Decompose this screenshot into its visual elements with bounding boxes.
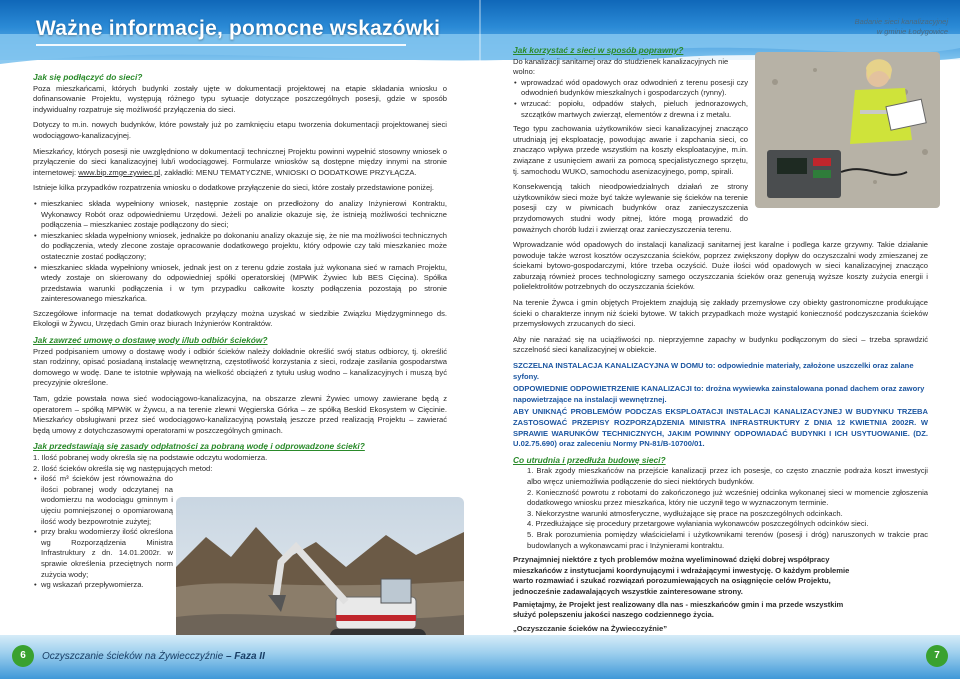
heading-contract: Jak zawrzeć umowę o dostawę wody i/lub odbiór ścieków? xyxy=(33,335,268,346)
heading-payment: Jak przedstawiają się zasady odpłatności za pobraną wodę i odprowadzone ścieki? xyxy=(33,441,365,452)
heading-connect: Jak się podłączyć do sieci? xyxy=(33,72,143,82)
paragraph xyxy=(33,147,447,179)
paragraph: Poza mieszkańcami, których budynki zostały ujęte w dokumentacji projektowej na etapie składania wniosku o dofinansowanie Projektu, występują różnego typu sytuacje dotyczące poszczególnych posesji, gdzie w sposób indywidualny rozpatruje się możliwość przyłączenia do sieci. xyxy=(33,83,447,114)
closing-reminder: Pamiętajmy, że Projekt jest realizowany dla nas - mieszkańców gmin i ma przede wszystkim służyć polepszeniu jakości naszego codziennego życia. xyxy=(513,599,844,620)
inspector-photo xyxy=(755,52,940,208)
list-item: 2. Konieczność powrotu z robotami do zakończonego już wcześniej odcinka wykonanej sieci w momencie zgłoszenia dodatkowego wniosku przez mieszkańca, który nie uczynił tego w wyznaczonym terminie. xyxy=(527,487,928,508)
page-subtitle xyxy=(818,17,948,37)
paragraph: Istnieje kilka przypadków rozpatrzenia wniosku o dodatkowe przyłączenie do sieci, które zostały przedstawione poniżej. xyxy=(33,183,434,193)
sewage-method-list xyxy=(33,474,173,591)
page-number-left: 6 xyxy=(12,645,34,667)
title-underline xyxy=(36,44,406,46)
inspector-illustration xyxy=(755,52,940,208)
bip-link[interactable]: www.bip.zmge.zywiec.pl xyxy=(78,167,161,177)
info-sealed-installation: SZCZELNA INSTALACJA KANALIZACYJNA W DOMU to: odpowiednie materiały, założone uszczelki oraz zalane syfony. xyxy=(513,361,914,381)
footer-title xyxy=(42,651,265,662)
footer-phase: – Faza II xyxy=(223,651,265,662)
paragraph: Na terenie Żywca i gmin objętych Projektem znajdują się zakłady przemysłowe czy obiekty gastronomiczne produkujące ścieki o charakterze innym niż ścieki bytowe. W takich przypadkach może wystąpić konieczność podczyszczania ścieków przemysłowych zrzucanych do sieci. xyxy=(513,298,928,329)
paragraph: Wprowadzanie wód opadowych do instalacji kanalizacji sanitarnej jest karalne i podlega karze grzywny. Takie działanie powoduje także wzrost kosztów oczyszczania ścieków, poprzez zwiększony dopływ do oczyszczalni wody zmieszanej ze ściekami bytowo-gospodarczymi, które trzeba oczyścić. Duże ilości wód opadowych w sieci kanalizacyjnej znacząco zaburzają również proces technologiczny samego oczyszczania ścieków oraz generują wyższe koszty zużycia energii i polielektrolitów potrzebnych do oczyszczania ścieków. xyxy=(513,240,928,292)
info-regulation: ABY UNIKNĄĆ PROBLEMÓW PODCZAS EKSPLOATACJI INSTALACJI KANALIZACYJNEJ W BUDYNKU TRZEBA ZASTOSOWAĆ PRZEPISY ROZPORZĄDZENIA MINISTRA INFRASTRUKTURY Z DNIA 12 KWIETNIA 2002R. W SPRAWIE WARUNKÓW TECHNICZNYCH, JAKIM POWINNY ODPOWIADAĆ BUDYNKI I ICH USYTUOWANIE. (DZ. U.02.75.690) oraz zaleceniu Normy PN-81/B-10700/01. xyxy=(513,407,928,449)
footer-project-name: Oczyszczanie ścieków na Żywiecczyźnie xyxy=(42,651,224,662)
list-item: • przy braku wodomierzy ilość określona wg Rozporządzenia Ministra Infrastruktury z dn. 14.01.2002r. w sprawie określenia przeciętnych norm zużycia wody; xyxy=(33,527,173,580)
list-item: 1. Brak zgody mieszkańców na przejście kanalizacji przez ich posesje, co często znacznie podraża koszt inwestycji albo wręcz uniemożliwia podłączenie do sieci niektórych budynków. xyxy=(527,466,928,486)
closing-text: Przynajmniej niektóre z tych problemów można wyeliminować dzięki dobrej współpracy mieszkańców z instytucjami koordynującymi i wdrażającymi inwestycję. O każdym problemie warto rozmawiać i szukać rozwiązań porozumiewających na osiągnięcie celów Projektu, jednocześnie zadawalających wszystkie zainteresowane strony. xyxy=(513,555,850,596)
list-item: • wg wskazań przepływomierza. xyxy=(33,580,173,591)
list-item: 3. Niekorzystne warunki atmosferyczne, wydłużające się prace na poszczególnych odcinkach. xyxy=(527,508,843,518)
paragraph-text: Mieszkańcy, których posesji nie uwzględniono w dokumentacji technicznej Projektu powinni wypełnić stosowny wniosek o przyłączenie do sieci kanalizacyjnej lub/i wodociągowej. Formularze wniosków są dostępne między innymi na stronie internetowej: xyxy=(33,146,447,177)
page-number-right: 7 xyxy=(926,645,948,667)
paragraph: Przed podpisaniem umowy o dostawę wody i odbiór ścieków należy dokładnie określić swój status odbiorcy, tj. określić stan rodzinny, opisać posiadaną instalację wewnętrzną, częstotliwość korzystania z sieci, rodzaje zasilania gospodarstwa domowego w wodę. Dane te istotnie wpływają na wielkość obciążeń z tytułu usług wodno – kanalizacyjnych i muszą być precyzyjnie określone. xyxy=(33,346,447,388)
list-item: • wprowadzać wód opadowych oraz odwodnień z terenu posesji czy odwodnień budynków mieszkalnych i gospodarczych (rynny). xyxy=(513,78,748,99)
subtitle-line-1: Badanie sieci kanalizacyjnej xyxy=(854,17,948,26)
forbidden-list xyxy=(513,78,748,120)
page-title: Ważne informacje, pomocne wskazówki xyxy=(36,17,441,40)
list-item: 4. Przedłużające się procedury przetargowe wyłaniania wykonawców poszczególnych odcinków sieci. xyxy=(527,519,869,529)
numbered-item: 1. Ilość pobranej wody określa się na podstawie odczytu wodomierza. xyxy=(33,453,268,462)
subtitle-line-2: w gminie Łodygowice xyxy=(876,27,948,36)
list-item: • mieszkaniec składa wypełniony wniosek, następnie zostaje on przedłożony do analizy Inżynierowi Kontraktu, Wykonawcy Robót oraz odpowiedniemu Urzędowi. Jeżeli po analizie okazuje się, że istnieją możliwości techniczne podłączenia – mieszkaniec zostaje podłączony do sieci; xyxy=(33,199,447,231)
page-gutter xyxy=(479,0,481,679)
heading-usage: Jak korzystać z sieci w sposób poprawny? xyxy=(513,45,684,55)
case-list xyxy=(33,199,447,305)
paragraph: Aby nie narażać się na uciążliwości np. nieprzyjemne zapachy w budynku podłączonym do sieci – trzeba sprawdzić szczelność sieci kanalizacyjnej w obiekcie. xyxy=(513,334,928,355)
numbered-item: 2. Ilość ścieków określa się wg następujących metod: xyxy=(33,463,213,473)
paragraph: Do kanalizacji sanitarnej oraz do studzienek kanalizacyjnych nie wolno: xyxy=(513,56,729,77)
obstacles-list xyxy=(513,466,928,551)
list-item: • mieszkaniec składa wypełniony wniosek, jednak jest on z terenu gdzie została już wykonana sieć w ramach Projektu, wtedy zostaje on skierowany do odpowiedniej spółki operatorskiej (MPWiK Żywiec lub BES Cięcina). Spółka przedstawia warunki podłączenia i w tym przypadku całkowite koszty podłączenia pozostają po stronie zainteresowanego mieszkańca. xyxy=(33,263,447,305)
paragraph-tail: , zakładki: MENU TEMATYCZNE, WNIOSKI O DODATKOWE PRZYŁĄCZA. xyxy=(160,167,417,177)
list-item: • ilość m³ ścieków jest równoważna do ilości pobranej wody odczytanej na wodomierzu na wodociągu gminnym i ujęciu pomniejszonej o opomiarowaną ilość wody bezpowrotnie zużytej; xyxy=(33,474,173,527)
heading-obstacles: Co utrudnia i przedłuża budowę sieci? xyxy=(513,454,666,465)
paragraph: Dotyczy to m.in. nowych budynków, które powstały już po zamknięciu etapu tworzenia dokumentacji projektowanej sieci wodociągowo-kanalizacyjnej. xyxy=(33,120,447,140)
info-ventilation: ODPOWIEDNIE ODPOWIETRZENIE KANALIZACJI to: drożna wywiewka zainstalowana ponad dachem oraz zawory napowietrzające na instalacji wewnętrznej. xyxy=(513,384,925,404)
paragraph: Konsekwencją takich nieodpowiedzialnych działań ze strony użytkowników sieci może być także wylewanie się ścieków na terenie posesji czy w piwnicach budynków oraz zanieczyszczenia przydomowych studni wody pitnej, które mogą prowadzić do poważnych chorób ludzi i zwierząt oraz zanieczyszczenia terenu. xyxy=(513,182,748,234)
paragraph: Tego typu zachowania użytkowników sieci kanalizacyjnej znacząco utrudniają jej eksploatację, powodując awarie i zapchania sieci, co znacząco wpływa przede wszystkim na koszty eksploatacyjne, m.in. związane z usunięciem awarii za pomocą specjalistycznego sprzętu, tj. samochodu WUKO, samochodu asenizacyjnego, pomp, spirali. xyxy=(513,124,748,176)
paragraph: Tam, gdzie powstała nowa sieć wodociągowo-kanalizacyjna, na obszarze zlewni Żywiec umowy zawierane będą z operatorem – spółką MPWiK w Żywcu, a na terenie zlewni Węgierska Górka – ze spółką Beskid Ekosystem w Cięcinie. Mieszkańcy obsługiwani przez sieć wodociągowo-kanalizacyjną powstałą jeszcze przed realizacją Projektu – zawierać będą umowy z dotychczasowymi operatorami w poszczególnych gminach. xyxy=(33,394,447,435)
motto-line-1: „Oczyszczanie ścieków na Żywiecczyźnie” xyxy=(513,623,668,633)
list-item: 5. Brak porozumienia pomiędzy właścicielami i użytkownikami terenów (posesji i dróg) naruszonych w trakcie prac budowlanych a wykonawcami prac i Inżynierami kontraktu. xyxy=(527,529,928,550)
paragraph: Szczegółowe informacje na temat dodatkowych przyłączy można uzyskać w siedzibie Związku Międzygminnego ds. Ekologii w Żywcu, Urzędach Gmin oraz biurach Inżynierów Kontraktów. xyxy=(33,308,447,329)
list-item: • mieszkaniec składa wypełniony wniosek, jednakże po dokonaniu analizy okazuje się, że nie ma możliwości technicznych do podłączenia, wtedy zlecone zostaje opracowanie dodatkowego projektu, który odpowie czy taki mieszkaniec może ostatecznie zostać podłączony; xyxy=(33,231,447,263)
list-item: • wrzucać: popiołu, odpadów stałych, pieluch jednorazowych, szczątków martwych zwierząt, elementów z drewna i z metalu. xyxy=(513,99,748,120)
